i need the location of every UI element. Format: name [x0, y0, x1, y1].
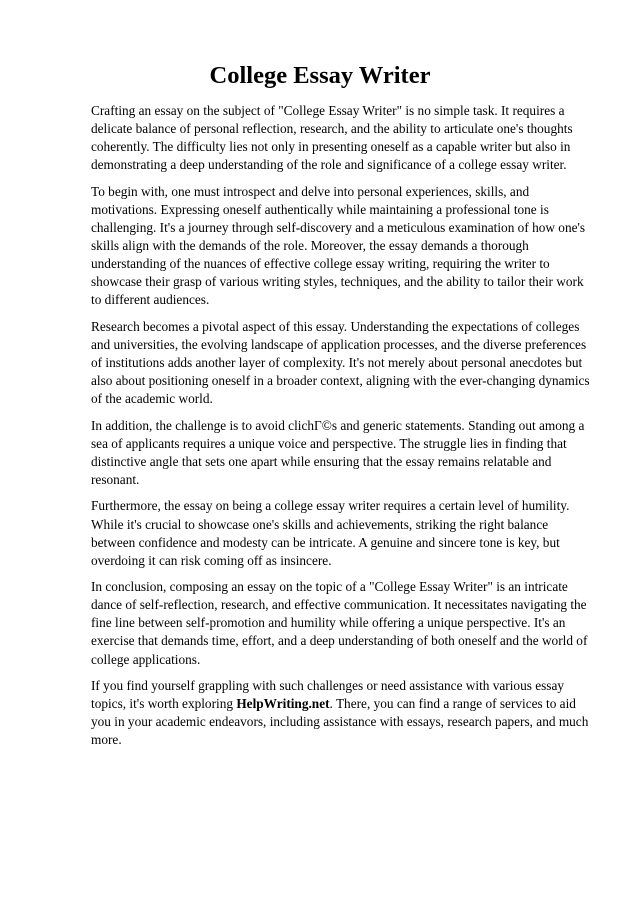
paragraph-research: Research becomes a pivotal aspect of this essay. Understanding the expectations of colleges and universities, the evolving landscape of application processes, and the diverse preferences of institutions adds another layer of complexity. It's not merely about personal anecdotes but also about positioning oneself in a broader context, aligning with the ever-changing dynamics of the academic world. [91, 318, 590, 407]
paragraph-humility: Furthermore, the essay on being a college essay writer requires a certain level of humility. While it's crucial to showcase one's skills and achievements, striking the right balance between confidence and modesty can be intricate. A genuine and sincere tone is key, but overdoing it can risk coming off as insincere. [91, 498, 570, 568]
helpwriting-link[interactable]: HelpWriting.net [236, 696, 330, 712]
closing-text-before-link: If you find yourself grappling with such challenges or need assistance with various essay topics, it's worth exploring [91, 678, 565, 712]
paragraph-closing [91, 677, 593, 749]
paragraph-introspection: To begin with, one must introspect and delve into personal experiences, skills, and motivations. Expressing oneself authentically while maintaining a professional tone is challenging. It's a journey through self-discovery and a meticulous examination of how one's skills align with the demands of the role. Moreover, the essay demands a thorough understanding of the nuances of effective college essay writing, requiring the writer to showcase their grasp of various writing styles, techniques, and the ability to tailor their work to different audiences. [91, 183, 586, 308]
paragraph-conclusion: In conclusion, composing an essay on the topic of a "College Essay Writer" is an intricate dance of self-reflection, research, and effective communication. It necessitates navigating the fine line between self-promotion and humility while offering a unique perspective. It's an exercise that demands time, effort, and a deep understanding of both oneself and the world of college applications. [91, 579, 588, 667]
document-title: College Essay Writer [209, 62, 431, 89]
paragraph-intro: Crafting an essay on the subject of "College Essay Writer" is no simple task. It requires a delicate balance of personal reflection, research, and the ability to articulate one's thoughts coherently. The difficulty lies not only in presenting oneself as a capable writer but also in demonstrating a deep understanding of the role and significance of a college essay writer. [91, 103, 573, 173]
closing-text-after-link: . There, you can find a range of services to aid you in your academic endeavors, including assistance with essays, research papers, and much more. [91, 696, 589, 748]
paragraph-cliches: In addition, the challenge is to avoid clichГ©s and generic statements. Standing out among a sea of applicants requires a unique voice and perspective. The struggle lies in finding that distinctive angle that sets one apart while ensuring that the essay remains relatable and resonant. [91, 417, 585, 487]
